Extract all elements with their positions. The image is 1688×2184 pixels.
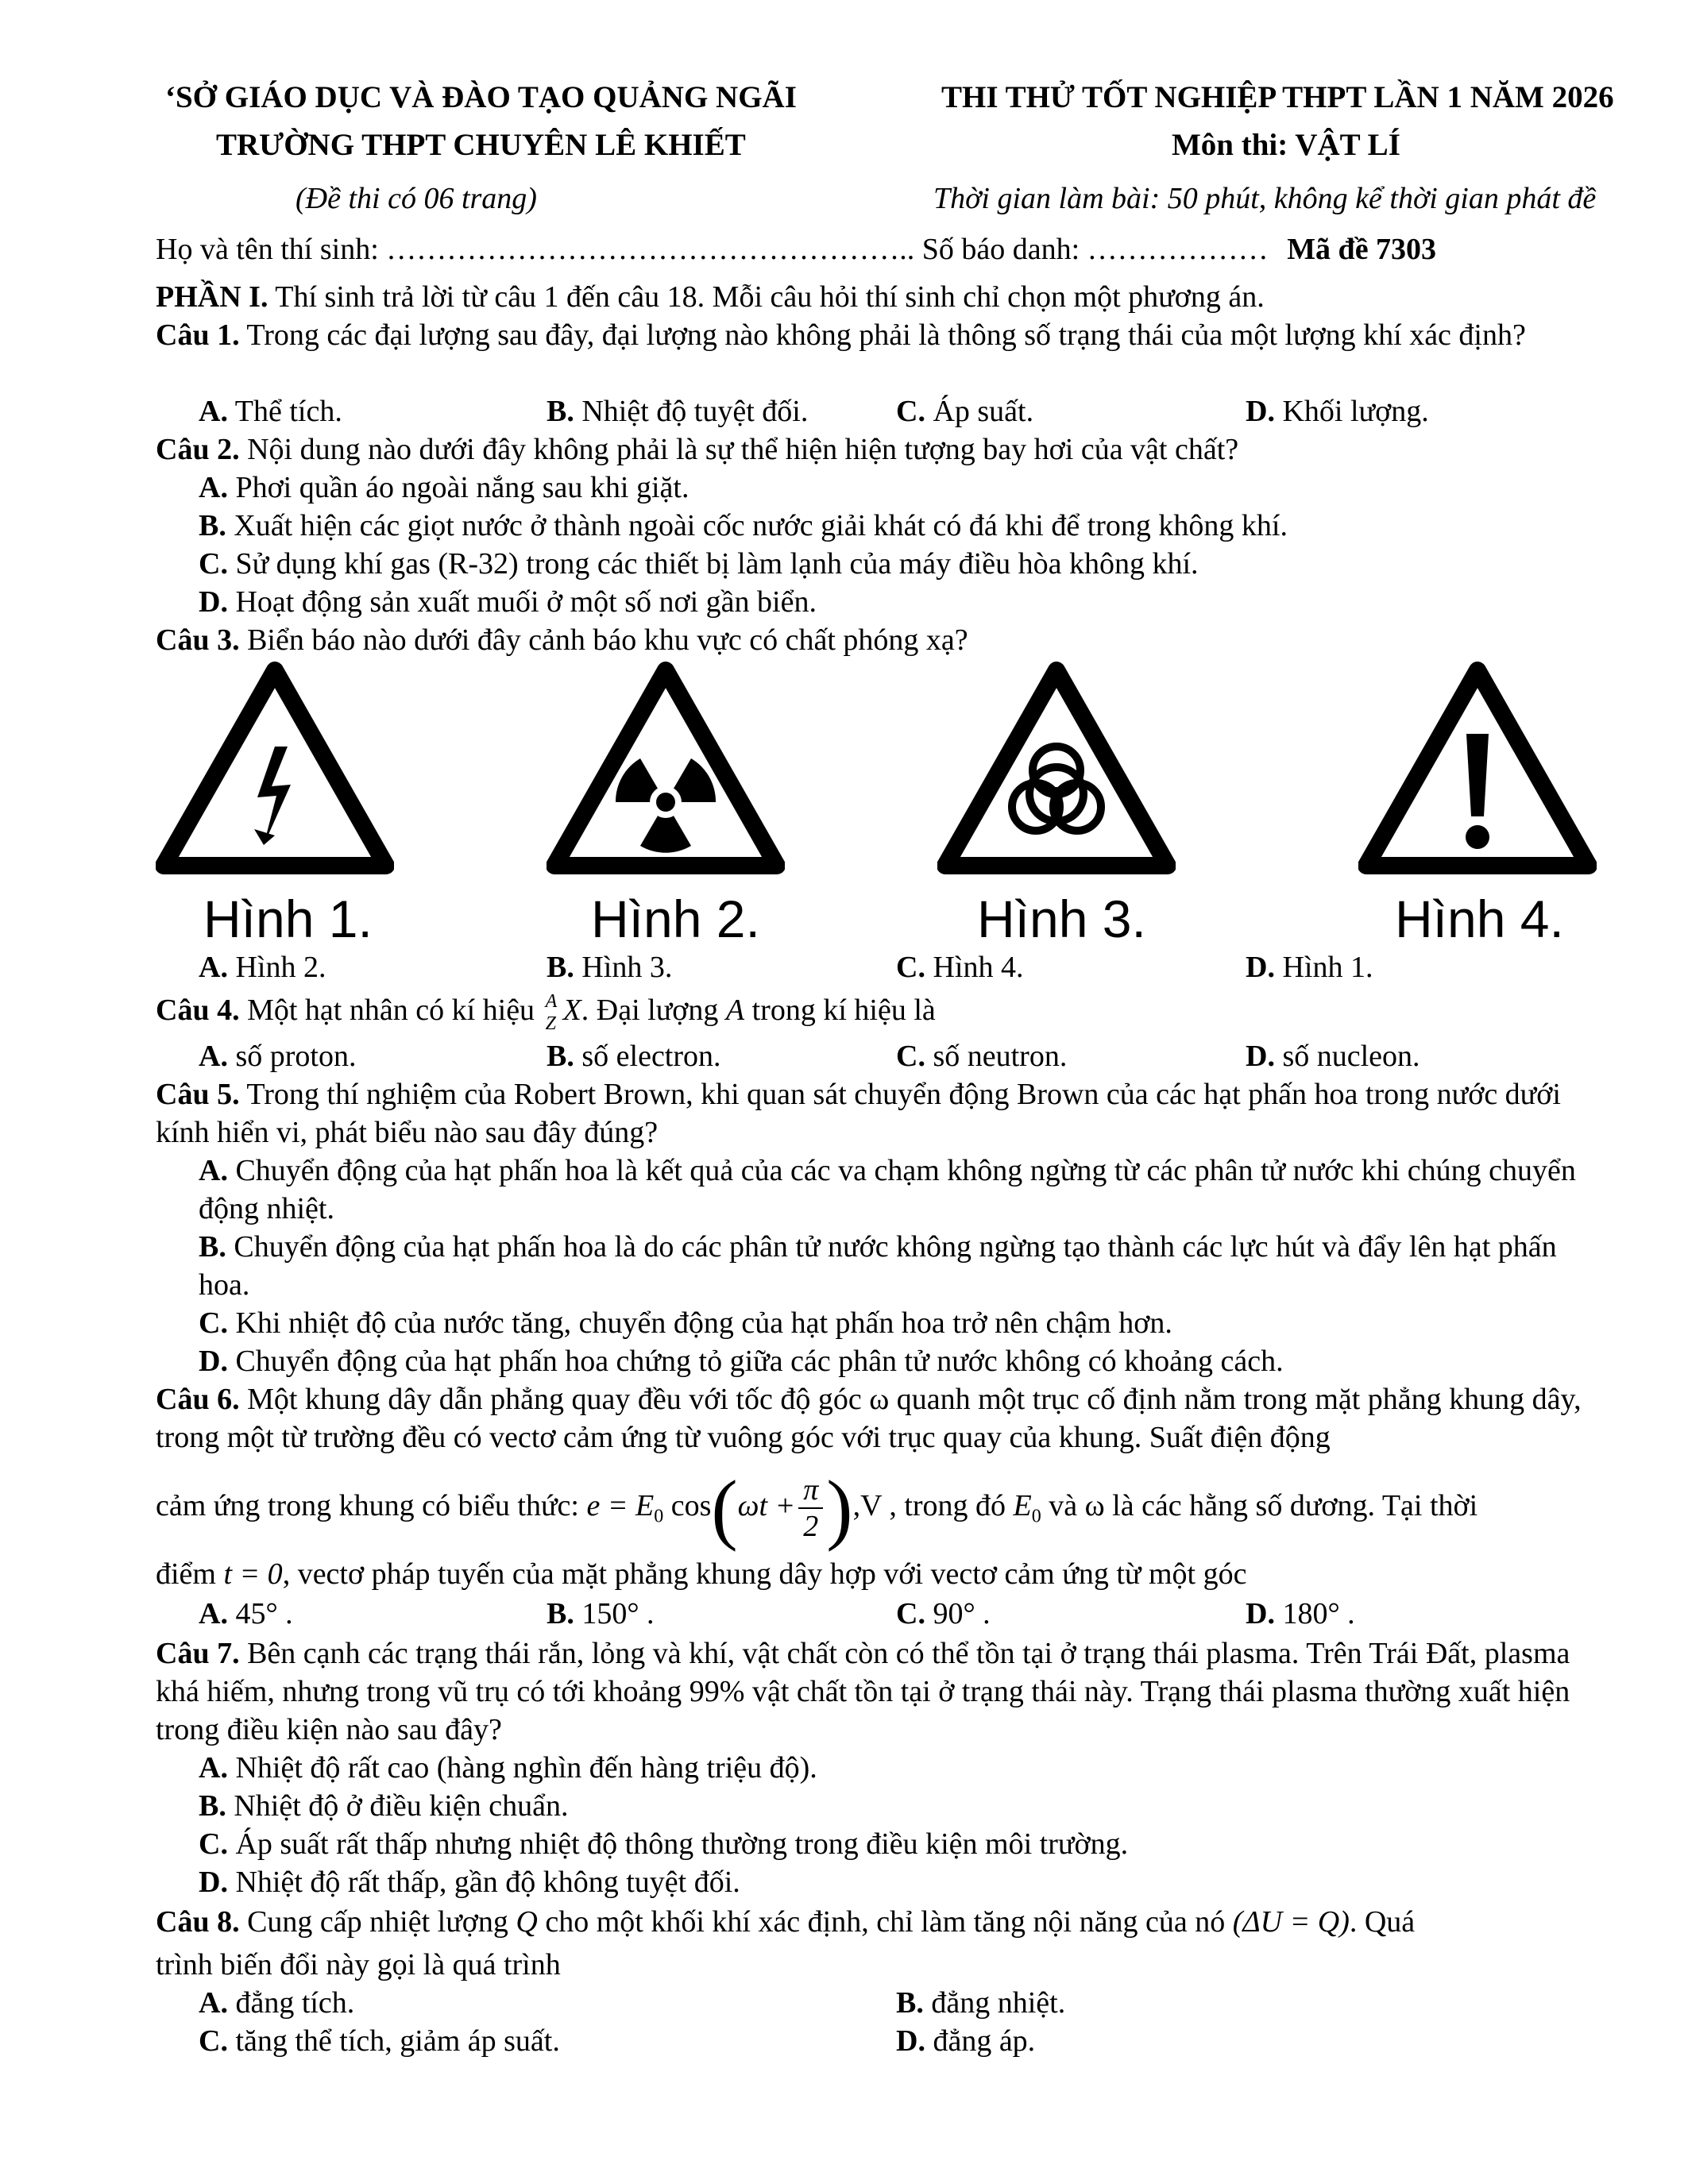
question-1-text: Trong các đại lượng sau đây, đại lượng nào không phải là thông số trạng thái của một lượng khí xác định? bbox=[239, 318, 1526, 352]
q7-option-d[interactable]: D. Nhiệt độ rất thấp, gần độ không tuyệt đối. bbox=[199, 1866, 740, 1899]
question-2-text: Nội dung nào dưới đây không phải là sự thể hiện hiện tượng bay hơi của vật chất? bbox=[239, 433, 1239, 466]
question-6-line-3: điểm t = 0, vectơ pháp tuyến của mặt phẳng khung dây hợp với vectơ cảm ứng từ một góc bbox=[156, 1557, 1247, 1591]
question-2-label: Câu 2. bbox=[156, 433, 240, 466]
question-5-label: Câu 5. bbox=[156, 1078, 240, 1111]
school-name: TRƯỜNG THPT CHUYÊN LÊ KHIẾT bbox=[216, 128, 746, 162]
nuclide-symbol: A Z bbox=[545, 991, 558, 1035]
q8-option-c[interactable]: C. tăng thể tích, giảm áp suất. bbox=[199, 2024, 560, 2058]
q4-option-d[interactable]: D. số nucleon. bbox=[1246, 1040, 1420, 1073]
q1-option-d[interactable]: D. Khối lượng. bbox=[1246, 395, 1429, 428]
question-5 bbox=[156, 1075, 1609, 1152]
question-7-text: Bên cạnh các trạng thái rắn, lỏng và khí, vật chất còn có thể tồn tại ở trạng thái plasma. Trên Trái Đất, plasma khá hiếm, nhưng trong vũ trụ có tới khoảng 99% vật chất tồn tại ở trạng thái này. Trạng thái plasma thường xuất hiện trong điều kiện nào sau đây? bbox=[156, 1637, 1570, 1746]
q1-option-a[interactable]: A. Thể tích. bbox=[199, 395, 342, 428]
q1-option-c[interactable]: C. Áp suất. bbox=[896, 395, 1034, 428]
question-6-label: Câu 6. bbox=[156, 1383, 240, 1416]
question-8-line-2: trình biến đổi này gọi là quá trình bbox=[156, 1948, 561, 1981]
q3-option-c[interactable]: C. Hình 4. bbox=[896, 951, 1024, 984]
q3-option-d[interactable]: D. Hình 1. bbox=[1246, 951, 1373, 984]
q6-option-d[interactable]: D. 180° . bbox=[1246, 1597, 1355, 1630]
electric-hazard-sign-icon bbox=[156, 661, 394, 875]
q4-option-c[interactable]: C. số neutron. bbox=[896, 1040, 1068, 1073]
q7-option-c[interactable]: C. Áp suất rất thấp nhưng nhiệt độ thông thường trong điều kiện môi trường. bbox=[199, 1827, 1129, 1861]
exam-duration: Thời gian làm bài: 50 phút, không kể thời gian phát đề bbox=[933, 182, 1597, 215]
exam-title: THI THỬ TỐT NGHIỆP THPT LẦN 1 NĂM 2026 bbox=[941, 80, 1614, 114]
q8-option-b[interactable]: B. đẳng nhiệt. bbox=[896, 1986, 1066, 2020]
q6-option-c[interactable]: C. 90° . bbox=[896, 1597, 991, 1630]
q6-option-b[interactable]: B. 150° . bbox=[547, 1597, 655, 1630]
question-7-label: Câu 7. bbox=[156, 1637, 240, 1670]
q2-option-a[interactable]: A. Phơi quần áo ngoài nắng sau khi giặt. bbox=[199, 471, 689, 504]
figure-2-caption: Hình 2. bbox=[591, 889, 760, 948]
question-6-text: Một khung dây dẫn phẳng quay đều với tốc độ góc ω quanh một trục cố định nằm trong mặt phẳng khung dây, trong một từ trường đều có vectơ cảm ứng từ vuông góc với trục quay của khung. Suất điện động bbox=[156, 1383, 1582, 1454]
q1-option-b[interactable]: B. Nhiệt độ tuyệt đối. bbox=[547, 395, 809, 428]
question-8: Câu 8. Cung cấp nhiệt lượng Q cho một khối khí xác định, chỉ làm tăng nội năng của nó (ΔU = Q). Quá bbox=[156, 1905, 1416, 1939]
general-warning-sign-icon bbox=[1358, 661, 1597, 875]
q2-option-b[interactable]: B. Xuất hiện các giọt nước ở thành ngoài cốc nước giải khát có đá khi để trong không khí. bbox=[199, 509, 1288, 542]
question-4: Câu 4. Một hạt nhân có kí hiệu A Z X. Đại lượng A trong kí hiệu là bbox=[156, 991, 936, 1035]
question-7 bbox=[156, 1634, 1609, 1749]
figure-3-caption: Hình 3. bbox=[977, 889, 1146, 948]
question-8-label: Câu 8. bbox=[156, 1905, 240, 1939]
figure-1-caption: Hình 1. bbox=[203, 889, 373, 948]
student-name-and-id-fields: Họ và tên thí sinh: …………………………………………….. Số báo danh: ……………… bbox=[156, 233, 1269, 266]
question-4-label: Câu 4. bbox=[156, 994, 240, 1027]
question-2 bbox=[156, 430, 1609, 469]
question-3-text: Biển báo nào dưới đây cảnh báo khu vực có chất phóng xạ? bbox=[239, 623, 968, 657]
student-info-line bbox=[156, 230, 1436, 268]
figure-4-caption: Hình 4. bbox=[1395, 889, 1564, 948]
q5-option-c[interactable]: C. Khi nhiệt độ của nước tăng, chuyển động của hạt phấn hoa trở nên chậm hơn. bbox=[199, 1306, 1172, 1340]
question-6-formula-line: cảm ứng trong khung có biểu thức: $e = E_0$ cos(ωt + $\frac{\pi}{2}$ ),V , trong đó $E_0$ và ω là các hằng số dương. Tại thời bbox=[156, 1464, 1478, 1553]
q8-option-a[interactable]: A. đẳng tích. bbox=[199, 1986, 355, 2020]
school-department: ‘SỞ GIÁO DỤC VÀ ĐÀO TẠO QUẢNG NGÃI bbox=[165, 80, 797, 114]
question-6 bbox=[156, 1380, 1609, 1457]
q3-option-b[interactable]: B. Hình 3. bbox=[547, 951, 673, 984]
q2-option-c[interactable]: C. Sử dụng khí gas (R-32) trong các thiết bị làm lạnh của máy điều hòa không khí. bbox=[199, 547, 1199, 581]
question-1-label: Câu 1. bbox=[156, 318, 240, 352]
q3-option-a[interactable]: A. Hình 2. bbox=[199, 951, 326, 984]
part1-title: PHẦN I. bbox=[156, 280, 268, 314]
q7-option-a[interactable]: A. Nhiệt độ rất cao (hàng nghìn đến hàng triệu độ). bbox=[199, 1751, 817, 1785]
question-3 bbox=[156, 621, 1609, 659]
q5-option-a[interactable]: A. Chuyển động của hạt phấn hoa là kết quả của các va chạm không ngừng từ các phân tử nước khi chúng chuyển động nhiệt. bbox=[199, 1154, 1576, 1225]
exam-code: Mã đề 7303 bbox=[1287, 233, 1437, 266]
q7-option-b[interactable]: B. Nhiệt độ ở điều kiện chuẩn. bbox=[199, 1789, 569, 1823]
q5-option-b[interactable]: B. Chuyển động của hạt phấn hoa là do các phân tử nước không ngừng tạo thành các lực hút và đẩy lên hạt phấn hoa. bbox=[199, 1230, 1557, 1302]
q2-option-d[interactable]: D. Hoạt động sản xuất muối ở một số nơi gần biển. bbox=[199, 585, 817, 619]
biohazard-sign-icon bbox=[937, 661, 1176, 875]
question-5-text: Trong thí nghiệm của Robert Brown, khi quan sát chuyển động Brown của các hạt phấn hoa trong nước dưới kính hiển vi, phát biểu nào sau đây đúng? bbox=[156, 1078, 1561, 1149]
q4-option-a[interactable]: A. số proton. bbox=[199, 1040, 357, 1073]
q8-option-d[interactable]: D. đẳng áp. bbox=[896, 2024, 1036, 2058]
question-1 bbox=[156, 316, 1609, 354]
page-count-note: (Đề thi có 06 trang) bbox=[295, 182, 537, 215]
q6-option-a[interactable]: A. 45° . bbox=[199, 1597, 293, 1630]
pi-over-2-fraction: $\frac{\pi}{2}$ bbox=[798, 1472, 823, 1544]
q5-option-d[interactable]: D. Chuyển động của hạt phấn hoa chứng tỏ giữa các phân tử nước không có khoảng cách. bbox=[199, 1345, 1284, 1378]
part1-text: Thí sinh trả lời từ câu 1 đến câu 18. Mỗi câu hỏi thí sinh chỉ chọn một phương án. bbox=[268, 280, 1265, 314]
question-3-label: Câu 3. bbox=[156, 623, 240, 657]
exam-subject: Môn thi: VẬT LÍ bbox=[1172, 128, 1400, 162]
radiation-hazard-sign-icon bbox=[547, 661, 785, 875]
q4-option-b[interactable]: B. số electron. bbox=[547, 1040, 721, 1073]
part1-instructions bbox=[156, 278, 1609, 316]
